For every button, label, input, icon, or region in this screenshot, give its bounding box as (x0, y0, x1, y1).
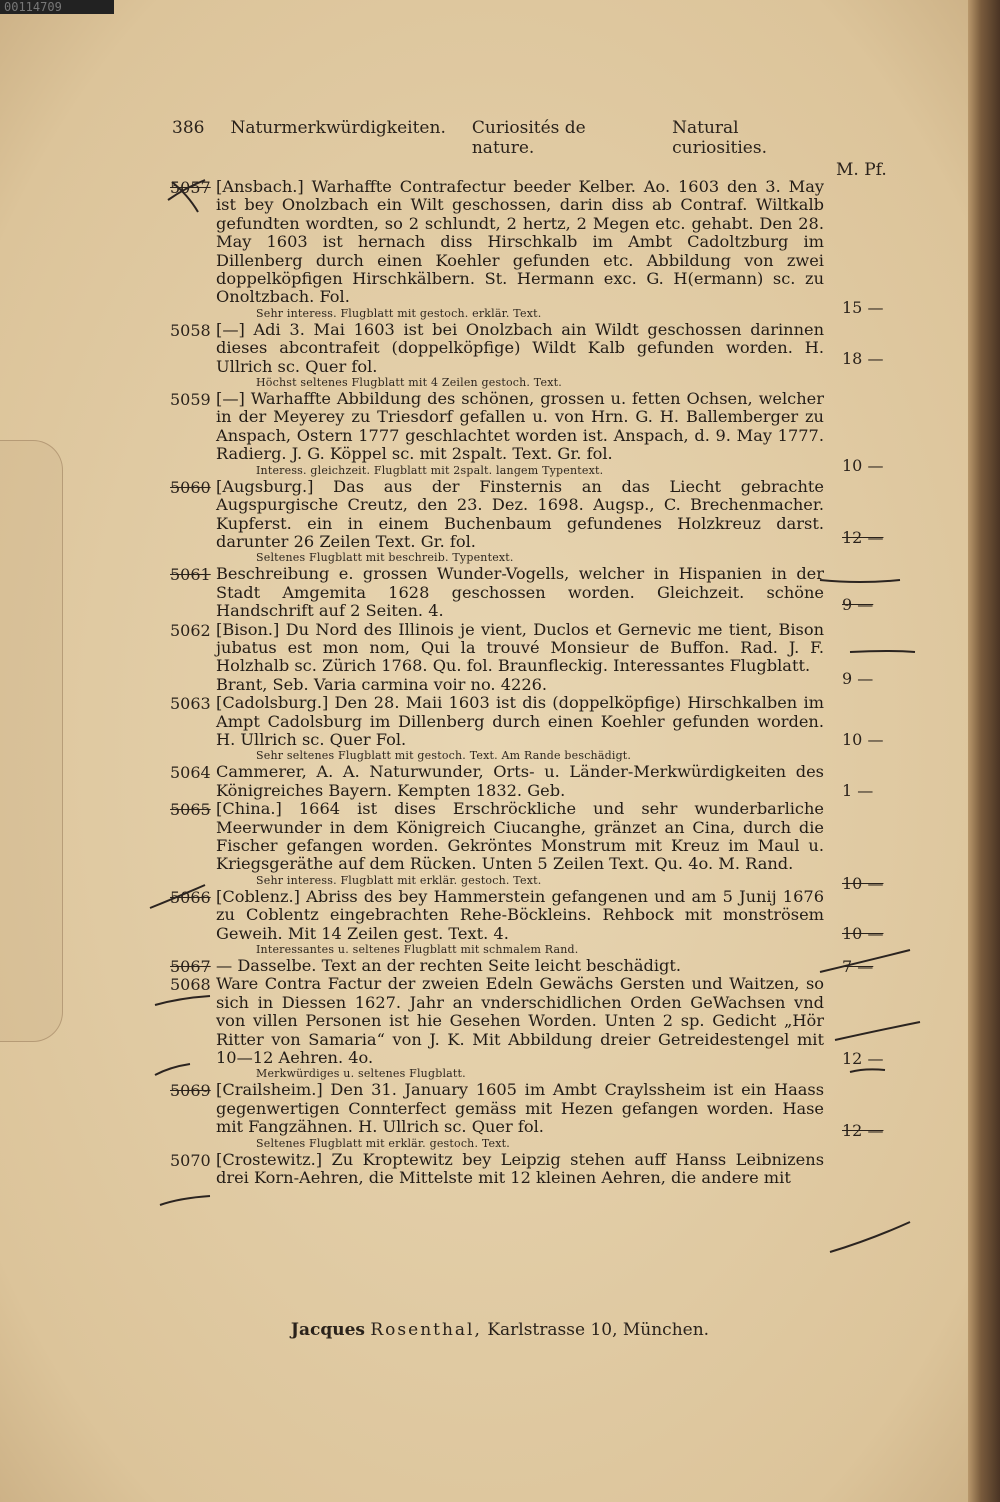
running-header (172, 118, 832, 158)
entry-note: Sehr seltenes Flugblatt mit gestoch. Text. Am Rande beschädigt. (256, 749, 632, 763)
entry-text: [Bison.] Du Nord des Illinois je vient, Duclos et Gernevic me tient, Bison jubatus est mon nom, Qui la trouvé Monsieur de Buffon. Rad. J. F. Holzhalb sc. Zürich 1768. Qu. fol. Braunfleckig. Interessantes Flugblatt. (216, 619, 824, 676)
entry-5060 (170, 478, 900, 566)
entry-note: Seltenes Flugblatt mit erklär. gestoch. Text. (256, 1136, 510, 1150)
publisher-footer (170, 1320, 830, 1340)
entry-5070 (170, 1151, 900, 1188)
entry-5065 (170, 799, 900, 894)
entry-price: 10 — (842, 874, 884, 894)
entry-5066 (170, 888, 900, 957)
entry-text: [—] Warhaffte Abbildung des schönen, grossen u. fetten Ochsen, welcher in der Meyerey zu Triesdorf gefallen u. von Hrn. G. H. Ballemberger zu Anspach, Ostern 1777 geschlachtet worden ist. Anspach, d. 9. May 1777. Radierg. J. G. Köppel sc. mit 2spalt. Text. Gr. fol. (216, 389, 824, 464)
entry-text: [—] Adi 3. Mai 1603 ist bei Onolzbach ain Wildt geschossen darinnen dieses abcontrafeit (doppelköpfige) Wildt Kalb gefunden worden. H. Ullrich sc. Quer fol. (216, 319, 824, 376)
entry-note: Interess. gleichzeit. Flugblatt mit 2spalt. langem Typentext. (256, 463, 604, 477)
entry-text: [Coblenz.] Abriss des bey Hammerstein gefangenen und am 5 Junij 1676 zu Coblentz eingebrachten Rehe-Böckleins. Rehbock mit monströsem Geweih. Mit 14 Zeilen gest. Text. 4. (216, 886, 824, 943)
entry-text: [Augsburg.] Das aus der Finsternis an das Liecht gebrachte Augspurgische Creutz, den 23. Dez. 1698. Augsp., C. Brechenmacher. Kupferst. ein in einem Buchenbaum gefundenes Holzkreuz darst. darunter 26 Zeilen Text. Gr. fol. (216, 476, 824, 551)
entry-number: 5062 (170, 620, 211, 640)
entry-text: Brant, Seb. Varia carmina voir no. 4226. (216, 674, 548, 694)
entry-number: 5064 (170, 763, 211, 783)
entry-note: Seltenes Flugblatt mit beschreib. Typentext. (256, 551, 514, 565)
currency-header: M. Pf. (836, 160, 887, 180)
entry-text: [Ansbach.] Warhaffte Contrafectur beeder Kelber. Ao. 1603 den 3. May ist bey Onolzbach ein Wilt geschossen, darin diss ab Contraf. Wiltkalb gefundten wordten, so 2 schlundt, 2 hertz, 2 Megen etc. gehabt. Den 28. May 1603 ist hernach diss Hirschkalb im Ambt Cadoltzburg im Dillenberg durch einen Koehler gefunden etc. Abbildung von zwei doppelköpfigen Hirschkälbern. St. Hermann exc. G. H(ermann) sc. zu Onoltzbach. Fol. (216, 177, 824, 307)
entry-note: Höchst seltenes Flugblatt mit 4 Zeilen gestoch. Text. (256, 376, 562, 390)
header-title-en: Natural curiosities. (672, 118, 767, 158)
entry-number: 5067 (170, 957, 211, 977)
entry-5064 (170, 763, 900, 800)
entry-price: 18 — (842, 348, 884, 368)
entry-text: [China.] 1664 ist dises Erschröckliche und sehr wunderbarliche Meerwunder in dem Königreich Ciucanghe, gränzet an Cina, durch die Fischer gefangen worden. Gekröntes Monstrum mit Kreuz im Maul u. Kriegsgeräthe auf dem Rücken. Unten 5 Zeilen Text. Qu. 4o. M. Rand. (216, 799, 824, 874)
entry-number: 5060 (170, 477, 211, 497)
entry-price: 15 — (842, 298, 884, 317)
entry-price: 10 — (842, 730, 884, 750)
entry-5068 (170, 975, 900, 1081)
entry-5069 (170, 1081, 900, 1150)
entry-5058 (170, 321, 900, 390)
page-number: 386 (172, 118, 205, 138)
entry-number: 5057 (170, 178, 211, 197)
entry-price: 7 — (842, 957, 874, 977)
entry-number: 5063 (170, 694, 211, 714)
entry-5059 (170, 390, 900, 478)
entry-price: 1 — (842, 781, 874, 801)
header-title-de: Naturmerkwürdigkeiten. (230, 118, 446, 138)
entry-text: Cammerer, A. A. Naturwunder, Orts- u. Länder-Merkwürdigkeiten des Königreiches Bayern. Kempten 1832. Geb. (216, 762, 824, 800)
entry-text: — Dasselbe. Text an der rechten Seite leicht beschädigt. (216, 956, 682, 976)
entry-note: Merkwürdiges u. seltenes Flugblatt. (256, 1067, 466, 1081)
entry-number: 5061 (170, 565, 211, 585)
entry-price: 10 — (842, 456, 884, 476)
entry-price: 10 — (842, 923, 884, 943)
header-title-fr: Curiosités de nature. (471, 118, 586, 158)
entry-brant-reference (170, 676, 900, 694)
entry-list (170, 178, 900, 1188)
entry-price: 12 — (842, 527, 884, 547)
entry-note: Interessantes u. seltenes Flugblatt mit schmalem Rand. (256, 943, 579, 957)
edge-mark: 00114709 (0, 0, 114, 14)
entry-5063 (170, 694, 900, 763)
entry-text: Beschreibung e. grossen Wunder-Vogells, welcher in Hispanien in der Stadt Amgemita 1628 geschossen worden. Gleichzeit. schöne Handschrift auf 2 Seiten. 4. (216, 564, 824, 621)
entry-text: [Cadolsburg.] Den 28. Maii 1603 ist dis (doppelköpfige) Hirschkalben im Ampt Cadolsburg im Dillenberg durch einen Koehler gefunden worden. H. Ullrich sc. Quer Fol. (216, 693, 824, 749)
entry-price: 12 — (842, 1121, 884, 1141)
entry-5061 (170, 565, 900, 620)
entry-note: Sehr interess. Flugblatt mit erklär. gestoch. Text. (256, 873, 542, 887)
entry-5067 (170, 957, 900, 975)
entry-text: [Crailsheim.] Den 31. January 1605 im Ambt Craylssheim ist ein Haass gegenwertigen Connterfect gemäss mit Hezen gefangen worden. Hase mit Fangzähnen. H. Ullrich sc. Quer fol. (216, 1080, 824, 1137)
entry-number: 5069 (170, 1081, 211, 1101)
entry-text: Ware Contra Factur der zweien Edeln Gewächs Gersten und Waitzen, so sich in Diessen 1627. Jahr an vnderschidlichen Orden GeWachsen vnd von villen Personen ist hie Gesehen Worden. Unten 2 sp. Gedicht „Hör Ritter von Samaria“ von J. K. Mit Abbildung dreier Getreidestengel mit 10—12 Aehren. 4o. (216, 974, 824, 1068)
entry-number: 5059 (170, 390, 211, 410)
entry-number: 5058 (170, 320, 211, 340)
entry-price: 12 — (842, 1049, 884, 1069)
publisher-first-name: Jacques (290, 1320, 365, 1340)
entry-price: 9 — (842, 668, 874, 688)
entry-note: Sehr interess. Flugblatt mit gestoch. erklär. Text. (256, 306, 542, 320)
entry-number: 5070 (170, 1150, 211, 1170)
book-edge (968, 0, 1000, 1502)
entry-number: 5066 (170, 887, 211, 907)
entry-number: 5068 (170, 975, 211, 995)
publisher-surname: Rosenthal, (370, 1320, 482, 1340)
entry-number: 5065 (170, 800, 211, 820)
entry-text: [Crostewitz.] Zu Kroptewitz bey Leipzig stehen auff Hanss Leibnizens drei Korn-Aehren, die Mittelste mit 12 kleinen Aehren, die andere mit (216, 1149, 824, 1188)
slipcase-tab-shadow (0, 440, 63, 1042)
entry-5057 (170, 178, 900, 321)
entry-price: 9 — (842, 595, 874, 615)
publisher-address: Karlstrasse 10, München. (487, 1320, 710, 1340)
